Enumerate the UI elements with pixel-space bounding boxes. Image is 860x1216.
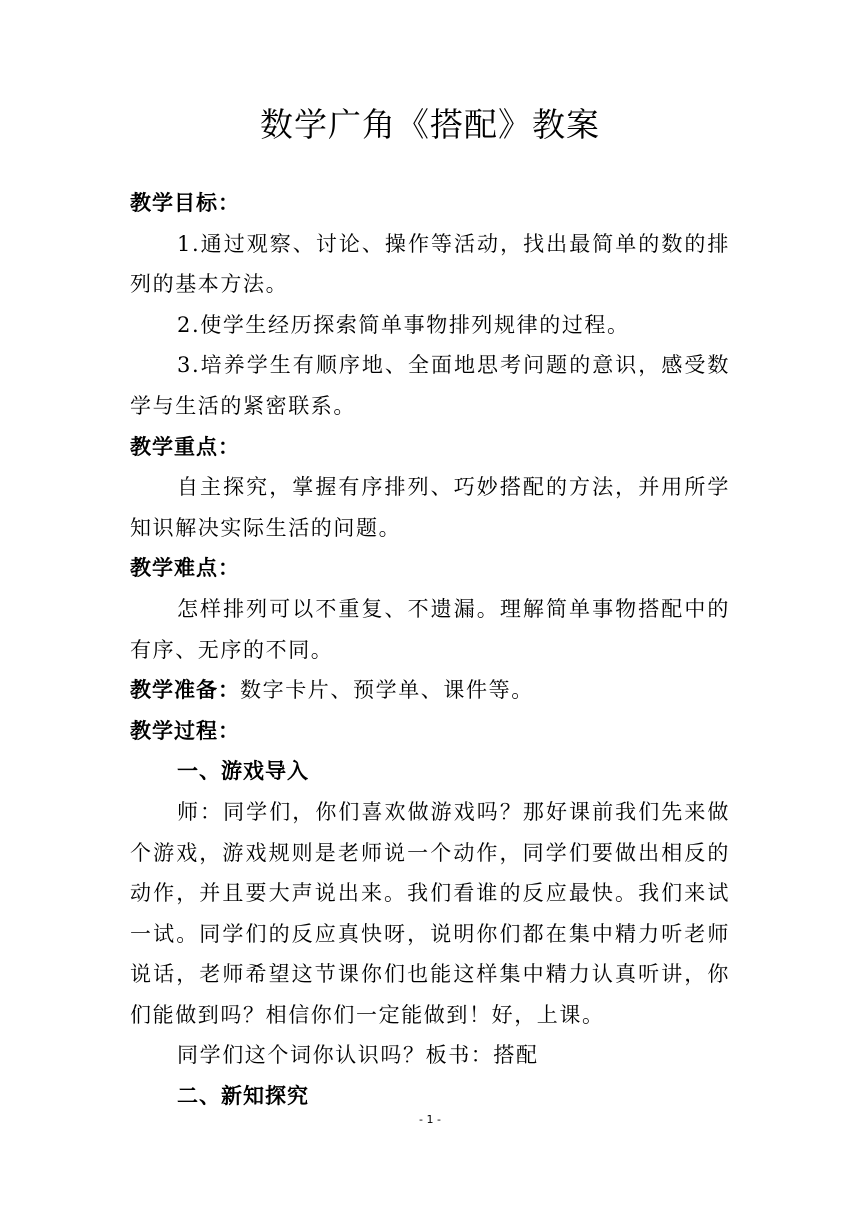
page-number: - 1 - xyxy=(419,1113,441,1126)
difficulties-text: 怎样排列可以不重复、不遗漏。理解简单事物搭配中的有序、无序的不同。 xyxy=(130,596,730,662)
objective-item-2: 2.使学生经历探索简单事物排列规律的过程。 xyxy=(177,312,630,337)
section-1-paragraph: 师：同学们，你们喜欢做游戏吗？那好课前我们先来做个游戏，游戏规则是老师说一个动作，同学们要做出相反的动作，并且要大声说出来。我们看谁的反应最快。我们来试一试。同学们的反应真快呀，说明你们都在集中精力听老师说话，老师希望这节课你们也能这样集中精力认真听讲，你们能做到吗？相信你们一定能做到！好，上课。 xyxy=(130,799,730,1027)
key-points-heading: 教学重点： xyxy=(130,434,240,459)
section-1-board: 同学们这个词你认识吗？板书：搭配 xyxy=(177,1043,539,1068)
document-body xyxy=(130,183,730,1117)
key-points-text: 自主探究，掌握有序排列、巧妙搭配的方法，并用所学知识解决实际生活的问题。 xyxy=(130,475,730,540)
preparation-heading: 教学准备： xyxy=(130,678,240,703)
objectives-heading: 教学目标： xyxy=(130,191,240,215)
difficulties-heading: 教学难点： xyxy=(130,556,240,581)
process-heading: 教学过程： xyxy=(130,718,240,743)
preparation-line xyxy=(130,670,730,711)
preparation-text: 数字卡片、预学单、课件等。 xyxy=(240,678,534,703)
section-2-title: 二、新知探究 xyxy=(177,1084,309,1109)
objective-item-1: 1.通过观察、讨论、操作等活动，找出最简单的数的排列的基本方法。 xyxy=(130,231,730,297)
document-title: 数学广角《搭配》教案 xyxy=(260,105,600,144)
section-1-title: 一、游戏导入 xyxy=(177,759,309,784)
objective-item-3: 3.培养学生有顺序地、全面地思考问题的意识，感受数学与生活的紧密联系。 xyxy=(130,353,730,418)
